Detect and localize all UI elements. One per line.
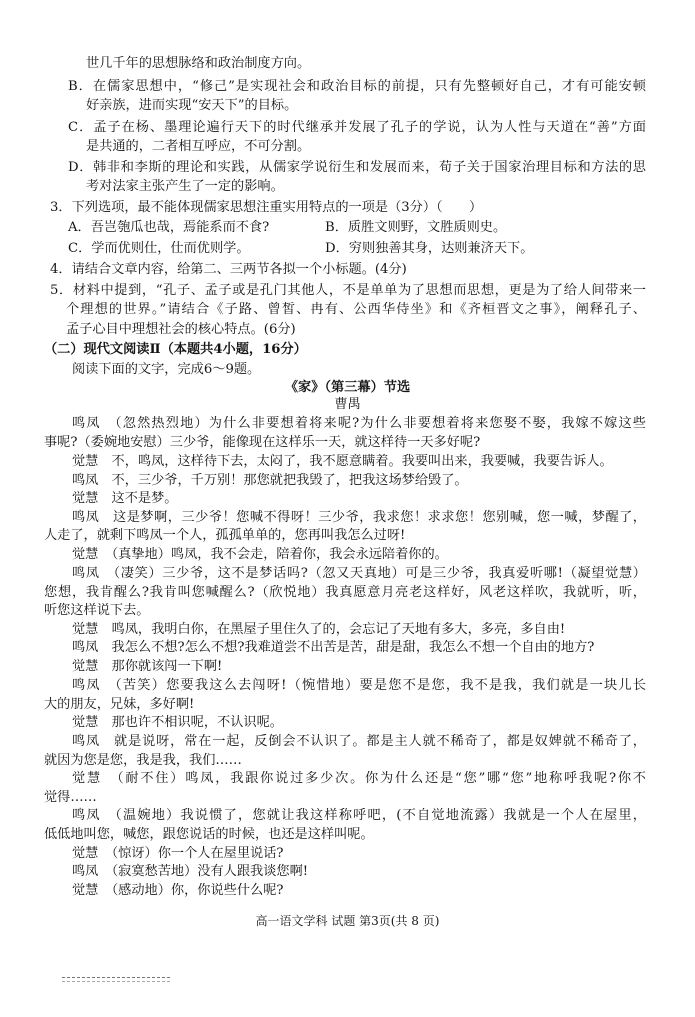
dialogue-line: 觉慧 （感动地）你，你说些什么呢? bbox=[72, 883, 284, 898]
dialogue-line: 鸣凤 这是梦啊，三少爷！您喊不得呀！三少爷，我求您！求求您！您别喊，您一喊，梦醒了， bbox=[72, 510, 646, 525]
dialogue-line: 鸣凤 就是说呀，常在一起，反倒会不认识了。都是主人就不稀奇了，都是奴婢就不稀奇了， bbox=[72, 734, 646, 749]
dialogue-line: 觉慧 不，鸣凤，这样待下去，太闷了，我不愿意瞒着。我要叫出来，我要喊，我要告诉人。 bbox=[72, 454, 613, 469]
dialogue-line: 就因为您是您，我是我，我们…… bbox=[44, 753, 242, 768]
passage-title: 《家》（第三幕）节选 bbox=[284, 380, 411, 395]
dialogue-line: 鸣凤 （凄笑）三少爷，这不是梦话吗?（忽又天真地）可是三少爷，我真爱听哪!（凝望觉慧） bbox=[72, 566, 646, 581]
dialogue-line: 鸣凤 不，三少爷，千万别！那您就把我毁了，把我这场梦给毁了。 bbox=[72, 473, 468, 488]
scan-mark bbox=[62, 977, 170, 982]
section-instruction: 阅读下面的文字，完成6～9题。 bbox=[72, 362, 261, 377]
dialogue-line: 您想，我肯醒么?我肯叫您喊醒么?（欣悦地）我真愿意月亮老这样好，风老这样吹，我就听，听， bbox=[44, 585, 646, 600]
q4: 4．请结合文章内容，给第二、三两节各拟一个小标题。(4分) bbox=[50, 262, 407, 277]
q5-line3: 孟子心目中理想社会的核心特点。(6分) bbox=[66, 322, 296, 337]
dialogue-line: 觉慧 这不是梦。 bbox=[72, 491, 178, 506]
q3-option-c: C．学而优则仕，仕而优则学。 bbox=[68, 241, 250, 256]
dialogue-line: 觉慧 那也许不相识呢，不认识呢。 bbox=[72, 715, 283, 730]
dialogue-line: 鸣凤 （苦笑）您要我这么去闯呀!（惋惜地）要是您不是您，我不是我，我们就是一块儿长 bbox=[72, 678, 646, 693]
dialogue-line: 低低地叫您，喊您，跟您说话的时候，也还是这样叫呢。 bbox=[44, 827, 374, 842]
q2-option-a-tail: 世几千年的思想脉络和政治制度方向。 bbox=[86, 56, 311, 71]
dialogue-line: 觉得…… bbox=[44, 790, 97, 805]
dialogue-line: 听您这样说下去。 bbox=[44, 603, 150, 618]
dialogue-line: 人走了，就剩下鸣凤一个人，孤孤单单的，您再叫我怎么过呀! bbox=[44, 528, 406, 543]
passage-author: 曹禺 bbox=[334, 397, 361, 412]
dialogue-line: 觉慧 （真挚地）鸣凤，我不会走，陪着你，我会永远陪着你的。 bbox=[72, 547, 448, 562]
dialogue-line: 觉慧 鸣凤，我明白你，在黑屋子里住久了的，会忘记了天地有多大，多亮，多自由! bbox=[72, 622, 566, 637]
q2-option-c-line2: 是共通的，二者相互呼应，不可分割。 bbox=[86, 139, 311, 154]
dialogue-line: 觉慧 （惊讶）你一个人在屋里说话? bbox=[72, 846, 284, 861]
q2-option-c: C．孟子在杨、墨理论遍行天下的时代继承并发展了孔子的学说，认为人性与天道在“善”方面 bbox=[68, 120, 646, 135]
section-heading: （二）现代文阅读Ⅱ（本题共4小题，16分） bbox=[44, 342, 307, 357]
q3-option-a: A．吾岂匏瓜也哉，焉能系而不食? bbox=[68, 220, 270, 235]
q2-option-b: B．在儒家思想中，“修己”是实现社会和政治目标的前提，只有先整顿好自己，才有可能安顿 bbox=[68, 79, 646, 94]
q5-line2: 个理想的世界。”请结合《子路、曾皙、冉有、公西华侍坐》和《齐桓晋文之事》，阐释孔子、 bbox=[66, 302, 646, 317]
q3-option-d: D．穷则独善其身，达则兼济天下。 bbox=[325, 241, 534, 256]
q3-option-b: B．质胜文则野，文胜质则史。 bbox=[325, 220, 507, 235]
dialogue-line: 大的朋友，兄妹，多好啊! bbox=[44, 697, 195, 712]
dialogue-line: 事呢?（委婉地安慰）三少爷，能像现在这样乐一天，就这样待一天多好呢? bbox=[44, 435, 481, 450]
dialogue-line: 鸣凤 （寂寞愁苦地）没有人跟我谈您啊! bbox=[72, 864, 309, 879]
q5: 5．材料中提到，“孔子、孟子或是孔门其他人，不是单单为了思想而思想，更是为了给人间带来一 bbox=[50, 283, 646, 298]
dialogue-line: 觉慧 （耐不住）鸣凤，我跟你说过多少次。你为什么还是“您”哪“您”地称呼我呢?你不 bbox=[72, 771, 646, 786]
dialogue-line: 觉慧 那你就该闯一下啊! bbox=[72, 659, 223, 674]
page-footer: 高一语文学科 试题 第3页(共 8 页) bbox=[255, 914, 440, 928]
q2-option-d: D．韩非和李斯的理论和实践，从儒家学说衍生和发展而来，荀子关于国家治理目标和方法的思 bbox=[68, 160, 646, 175]
dialogue-line: 鸣凤 （忽然热烈地）为什么非要想着将来呢?为什么非要想着将来您娶不娶，我嫁不嫁这些 bbox=[72, 416, 646, 431]
q3-stem: 3．下列选项，最不能体现儒家思想注重实用特点的一项是（3分）（ ） bbox=[50, 200, 483, 215]
q2-option-b-line2: 好亲族，进而实现“安天下”的目标。 bbox=[86, 98, 298, 113]
dialogue-line: 鸣凤 （温婉地）我说惯了，您就让我这样称呼吧，(不自觉地流露）我就是一个人在屋里， bbox=[72, 808, 646, 823]
dialogue-line: 鸣凤 我怎么不想?怎么不想?我难道尝不出苦是苦，甜是甜，我怎么不想一个自由的地方? bbox=[72, 640, 595, 655]
q2-option-d-line2: 考对法家主张产生了一定的影响。 bbox=[86, 179, 284, 194]
